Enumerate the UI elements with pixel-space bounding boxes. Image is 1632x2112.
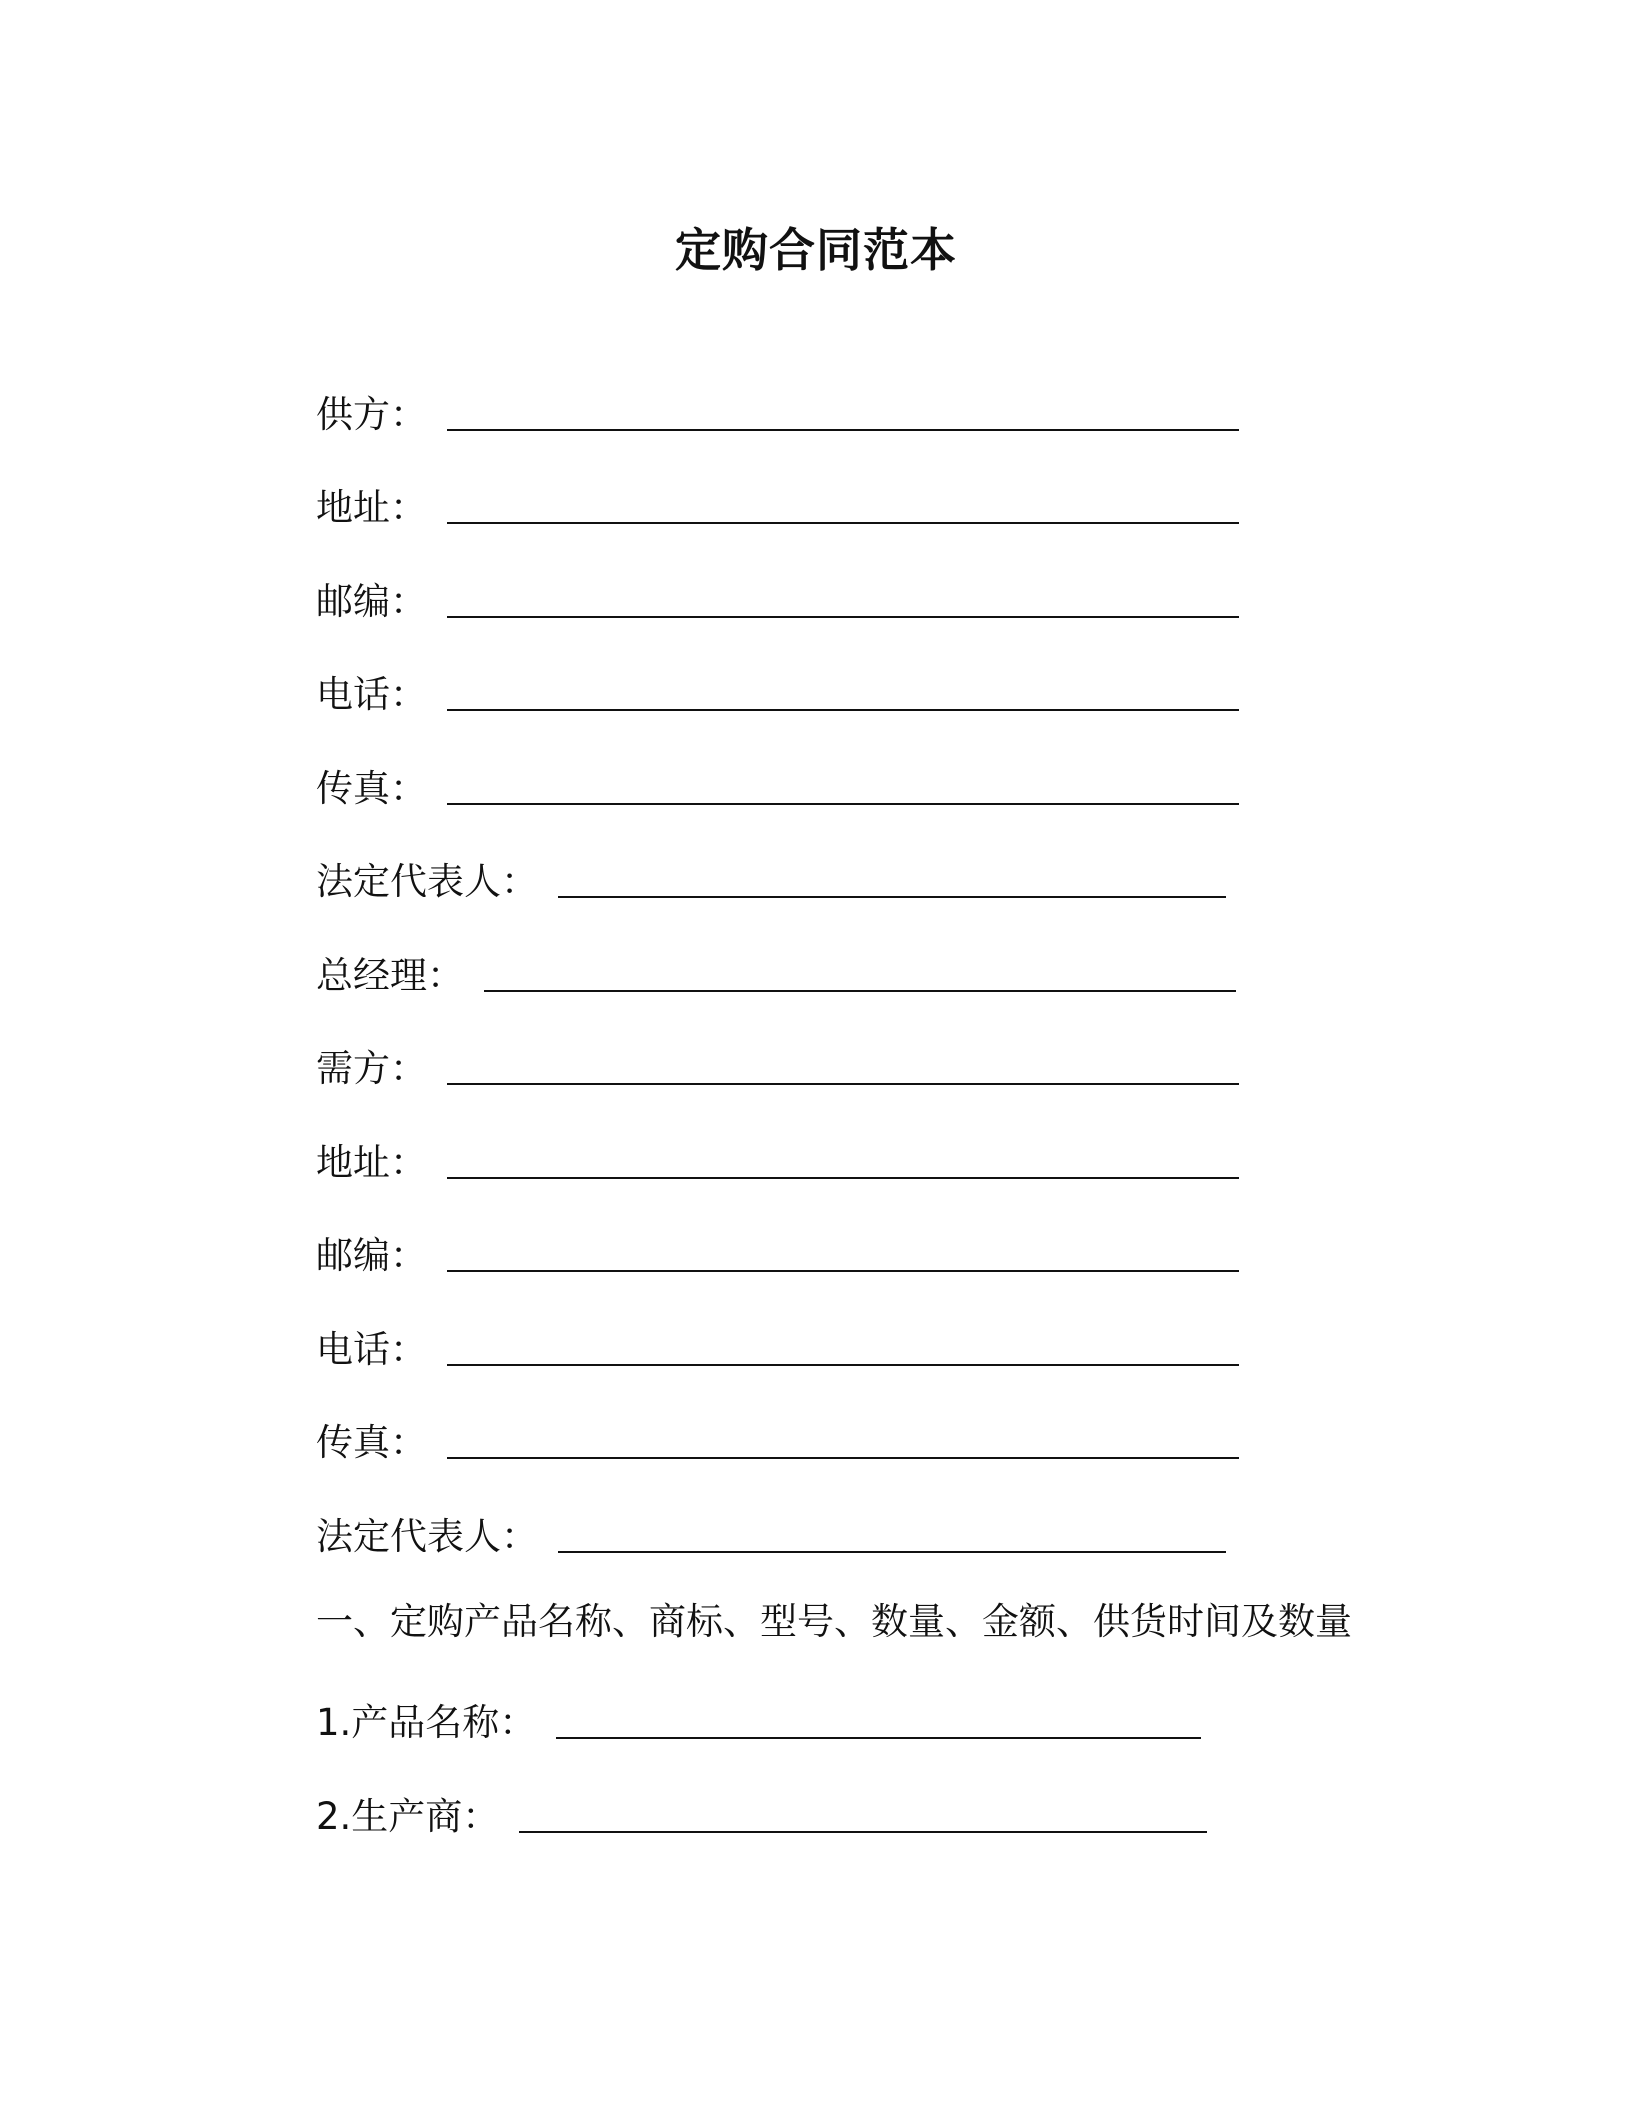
manufacturer-blank[interactable] bbox=[519, 1801, 1207, 1833]
buyer-address-blank[interactable] bbox=[447, 1147, 1239, 1179]
product-name-blank[interactable] bbox=[556, 1707, 1201, 1739]
section-1-heading: 一、定购产品名称、商标、型号、数量、金额、供货时间及数量 bbox=[316, 1600, 1352, 1643]
supplier-legal-rep-label: 法定代表人： bbox=[316, 860, 538, 903]
buyer-address-row bbox=[316, 1138, 1239, 1188]
product-name-row bbox=[316, 1698, 1201, 1748]
buyer-party-row bbox=[316, 1044, 1239, 1094]
supplier-postcode-row bbox=[316, 577, 1239, 627]
supplier-party-label: 供方： bbox=[316, 393, 427, 436]
supplier-fax-label: 传真： bbox=[316, 767, 427, 810]
buyer-fax-blank[interactable] bbox=[447, 1427, 1239, 1459]
document-title: 定购合同范本 bbox=[675, 223, 957, 277]
supplier-address-blank[interactable] bbox=[447, 492, 1239, 524]
buyer-phone-row bbox=[316, 1325, 1239, 1375]
supplier-general-manager-row bbox=[316, 951, 1236, 1001]
supplier-general-manager-label: 总经理： bbox=[316, 954, 464, 997]
buyer-address-label: 地址： bbox=[316, 1141, 427, 1184]
supplier-address-row bbox=[316, 483, 1239, 533]
supplier-legal-rep-blank[interactable] bbox=[558, 866, 1226, 898]
buyer-postcode-label: 邮编： bbox=[316, 1234, 427, 1277]
supplier-address-label: 地址： bbox=[316, 486, 427, 529]
buyer-phone-blank[interactable] bbox=[447, 1334, 1239, 1366]
supplier-phone-row bbox=[316, 670, 1239, 720]
supplier-fax-blank[interactable] bbox=[447, 773, 1239, 805]
supplier-legal-rep-row bbox=[316, 857, 1226, 907]
buyer-party-blank[interactable] bbox=[447, 1053, 1239, 1085]
manufacturer-row bbox=[316, 1792, 1207, 1842]
buyer-fax-row bbox=[316, 1418, 1239, 1468]
product-name-label: 1.产品名称： bbox=[316, 1701, 537, 1744]
supplier-postcode-blank[interactable] bbox=[447, 586, 1239, 618]
manufacturer-label: 2.生产商： bbox=[316, 1795, 500, 1838]
buyer-postcode-blank[interactable] bbox=[447, 1240, 1239, 1272]
supplier-party-blank[interactable] bbox=[447, 399, 1239, 431]
supplier-fax-row bbox=[316, 764, 1239, 814]
buyer-phone-label: 电话： bbox=[316, 1328, 427, 1371]
buyer-fax-label: 传真： bbox=[316, 1421, 427, 1464]
supplier-general-manager-blank[interactable] bbox=[484, 960, 1236, 992]
buyer-legal-rep-blank[interactable] bbox=[558, 1521, 1226, 1553]
supplier-phone-blank[interactable] bbox=[447, 679, 1239, 711]
buyer-legal-rep-row bbox=[316, 1512, 1226, 1562]
supplier-postcode-label: 邮编： bbox=[316, 580, 427, 623]
buyer-postcode-row bbox=[316, 1231, 1239, 1281]
supplier-party-row bbox=[316, 390, 1239, 440]
buyer-legal-rep-label: 法定代表人： bbox=[316, 1515, 538, 1558]
buyer-party-label: 需方： bbox=[316, 1047, 427, 1090]
supplier-phone-label: 电话： bbox=[316, 673, 427, 716]
